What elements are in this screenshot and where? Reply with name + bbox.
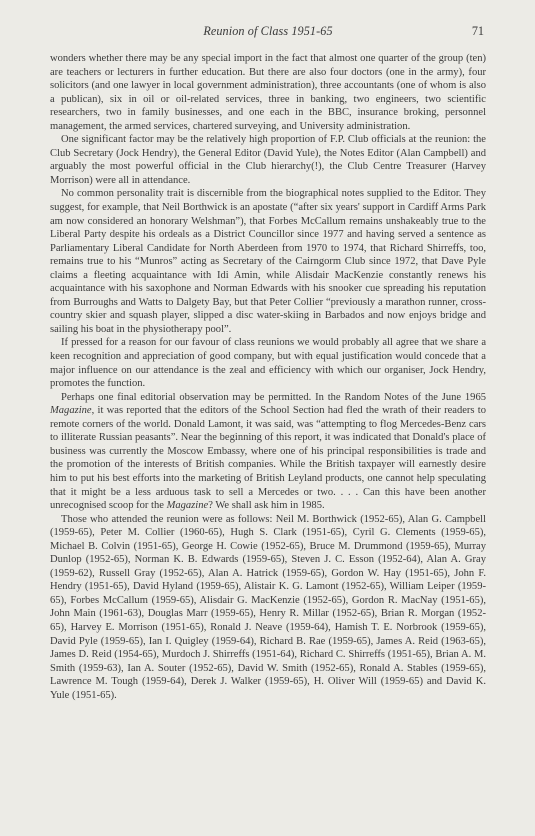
paragraph-text: Perhaps one final editorial observation may be permitted. In the Random Notes of the June 1965 [61, 391, 486, 403]
paragraph-text: If pressed for a reason for our favour of class reunions we would probably all agree that we share a keen recognition and appreciation of good company, but with equal justification would concede that a major influence on our attendance is the zeal and efficiency with which our organiser, Jock Hendry, promotes the function. [50, 337, 486, 390]
paragraph [50, 513, 486, 703]
running-header [50, 20, 486, 46]
paragraph-text: No common personality trait is discernible from the biographical notes supplied to the Editor. They suggest, for example, that Neil Borthwick is an apostate (“after six years' support in Cardiff Arms Park am now considered an honorary Welshman”), that Forbes McCallum remains unshakeably true to the Liberal Party despite his ordeals as a District Councillor since 1977 and having served a sentence as Parliamentary Liberal Candidate for North Aberdeen from 1970 to 1974, that Richard Shirreffs, too, remains true to his “Munros” acting as Secretary of the Cairngorm Club since 1972, that Dave Pyle claims a fleeting acquaintance with Idi Amin, while Alisdair MacKenzie constantly renews his acquaintance with his saxophone and Norman Edwards with his snooker cue spreading his reputation from Burroughs and Watts to Dalgety Bay, but that Peter Collier “previously a marathon runner, cross-country skier and squash player, slipped a disc water-skiing in Barbados and now enjoys bridge and sailing his boat in the physiotherapy pool”. [50, 188, 486, 335]
paragraph [50, 391, 486, 513]
body-text [50, 52, 486, 702]
magazine-title: Magazine [166, 500, 209, 512]
paragraph [50, 52, 486, 133]
paragraph-text: ? We shall ask him in 1985. [208, 500, 325, 512]
page-number: 71 [471, 24, 484, 38]
magazine-title: Magazine [50, 405, 92, 417]
paragraph [50, 336, 486, 390]
paragraph [50, 187, 486, 336]
paragraph-text: , it was reported that the editors of the School Section had fled the wrath of their readers to remote corners of the world. Donald Lamont, it was said, was “attempting to flog Mercedes-Benz cars to illiterate Russian peasants”. Near the beginning of this report, it was indicated that Donald's place of business was currently the Moscow Embassy, where one of his principal responsibilities is trade and the promotion of the interests of British companies. While the British taxpayer will earnestly desire him to put his best efforts into the marketing of British Leyland products, one cannot help speculating that it might be a less arduous task to sell a Mercedes or two. . . . Can this have been another unrecognised scoop for the [50, 405, 486, 512]
paragraph-text: One significant factor may be the relatively high proportion of F.P. Club officials at the reunion: the Club Secretary (Jock Hendry), the General Editor (David Yule), the Notes Editor (Alan Campbell) and arguably the most powerful official in the Club hierarchy(!), the Club Centre Treasurer (Harvey Morrison) were all in attendance. [50, 134, 486, 186]
paragraph-text: wonders whether there may be any special import in the fact that almost one quarter of the group (ten) are teachers or lecturers in further education. But there are also four doctors (one in the army), four solicitors (and one lawyer in local government administration), three accountants (one of whom is also a publican), six in oil or oil-related services, three in banking, two engineers, two scientific researchers, two in family businesses, and one each in the BBC, insurance broking, personnel management, the armed services, chartered surveying, and University administration. [50, 53, 486, 132]
running-title: Reunion of Class 1951-65 [203, 24, 333, 38]
attendee-list: Those who attended the reunion were as follows: Neil M. Borthwick (1952-65), Alan G. Campbell (1959-65), Peter M. Collier (1960-65), Hugh S. Clark (1951-65), Cyril G. Clements (1959-65), Michael B. Colvin (1951-65), George H. Cowie (1952-65), Bruce M. Drummond (1959-65), Murray Dunlop (1952-65), Norman K. B. Edwards (1959-65), Steven J. C. Esson (1952-64), Alan A. Gray (1959-62), Russell Gray (1952-65), Alan A. Hatrick (1959-65), Gordon W. Hay (1951-65), John F. Hendry (1951-65), David Hyland (1959-65), Alistair K. G. Lamont (1952-65), William Leiper (1959-65), Forbes McCallum (1959-65), Alisdair G. MacKenzie (1952-65), Gordon R. MacNay (1951-65), John Main (1961-63), Douglas Marr (1959-65), Henry R. Millar (1952-65), Brian R. Morgan (1952-65), Harvey E. Morrison (1951-65), Ronald J. Neave (1959-64), Hamish T. E. Norbrook (1959-65), David Pyle (1959-65), Ian I. Quigley (1959-64), Richard B. Rae (1959-65), James A. Reid (1963-65), James D. Reid (1954-65), Murdoch J. Shirreffs (1951-64), Richard C. Shirreffs (1951-65), Brian A. M. Smith (1959-63), Ian A. Souter (1952-65), David W. Smith (1952-65), Ronald A. Stables (1959-65), Lawrence M. Tough (1959-64), Derek J. Walker (1959-65), H. Oliver Will (1959-65) and David K. Yule (1951-65). [50, 513, 486, 701]
book-page [50, 20, 486, 702]
paragraph [50, 133, 486, 187]
